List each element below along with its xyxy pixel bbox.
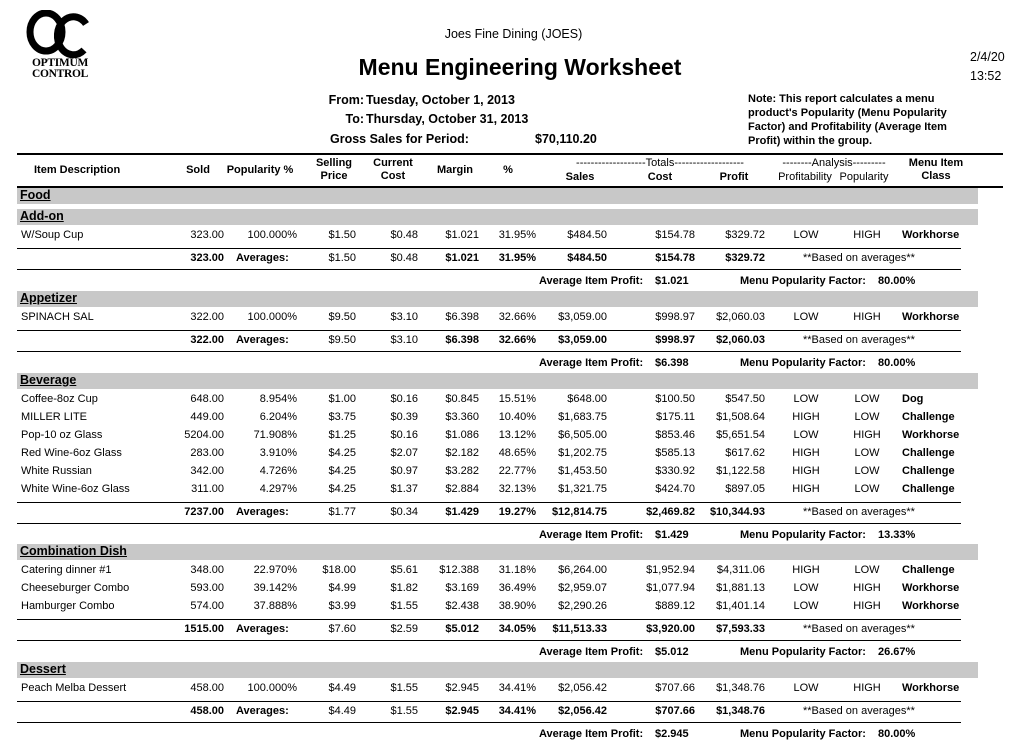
col-item: Item Description	[34, 164, 121, 176]
cell-sold: 342.00	[190, 465, 224, 477]
cell-tcost: $1,077.94	[646, 582, 695, 594]
cell-popularity-rating: HIGH	[853, 229, 881, 241]
menu-pop-factor-value: 80.00%	[878, 728, 916, 740]
cell-profit: $4,311.06	[716, 564, 765, 576]
logo-line-2: CONTROL	[31, 68, 89, 80]
avg-margin: $6.398	[445, 334, 479, 346]
averages-bottom-rule	[17, 722, 961, 723]
avg-sales: $2,056.42	[558, 705, 607, 717]
item-description: Red Wine-6oz Glass	[21, 447, 122, 459]
cell-sales: $1,683.75	[558, 411, 607, 423]
item-description: Peach Melba Dessert	[21, 682, 127, 694]
averages-top-rule	[17, 248, 961, 249]
cell-tcost: $175.11	[656, 411, 695, 423]
avg-item-profit-value: $6.398	[655, 357, 689, 369]
item-description: Cheeseburger Combo	[21, 582, 130, 594]
cell-popularity-rating: LOW	[854, 447, 880, 459]
cell-price: $3.99	[328, 600, 356, 612]
averages-bottom-rule	[17, 640, 961, 641]
cell-pop: 100.000%	[247, 229, 297, 241]
cell-cost: $1.82	[390, 582, 418, 594]
cell-profitability: HIGH	[792, 483, 820, 495]
cell-profitability: HIGH	[792, 564, 820, 576]
menu-pop-factor-label: Menu Popularity Factor:	[740, 646, 866, 658]
averages-top-rule	[17, 701, 961, 702]
cell-cost: $3.10	[390, 311, 418, 323]
cell-sold: 574.00	[190, 600, 224, 612]
col-menu-item-class	[900, 157, 972, 183]
col-cost: Cost	[647, 171, 673, 183]
cell-profitability: LOW	[793, 393, 819, 405]
item-description: White Wine-6oz Glass	[21, 483, 130, 495]
col-current-cost-line1: Current	[373, 157, 413, 169]
item-description: Coffee-8oz Cup	[21, 393, 98, 405]
cell-sold: 322.00	[190, 311, 224, 323]
group-band	[17, 291, 978, 307]
avg-item-profit-value: $1.429	[655, 529, 689, 541]
cell-menu-class: Challenge	[902, 564, 955, 576]
group-band	[17, 209, 978, 225]
cell-pct: 10.40%	[498, 411, 536, 423]
avg-sales: $3,059.00	[558, 334, 607, 346]
cell-menu-class: Challenge	[902, 483, 955, 495]
cell-profit: $617.62	[725, 447, 765, 459]
cell-sales: $484.50	[567, 229, 607, 241]
item-description: W/Soup Cup	[21, 229, 84, 241]
cell-cost: $2.07	[390, 447, 418, 459]
cell-cost: $0.16	[390, 429, 418, 441]
cell-menu-class: Workhorse	[902, 582, 960, 594]
cell-price: $4.25	[328, 465, 356, 477]
cell-sales: $3,059.00	[558, 311, 607, 323]
averages-bottom-rule	[17, 269, 961, 270]
avg-cost: $3.10	[390, 334, 418, 346]
cell-profit: $5,651.54	[716, 429, 765, 441]
cell-pop: 100.000%	[247, 682, 297, 694]
averages-bottom-rule	[17, 523, 961, 524]
col-pct: %	[503, 164, 513, 176]
cell-tcost: $330.92	[655, 465, 695, 477]
cell-profit: $1,508.64	[716, 411, 765, 423]
cell-price: $3.75	[328, 411, 356, 423]
col-popularity-analysis: Popularity	[839, 171, 889, 183]
avg-tcost: $154.78	[655, 252, 695, 264]
avg-margin: $2.945	[445, 705, 479, 717]
cell-price: $4.99	[328, 582, 356, 594]
cell-menu-class: Challenge	[902, 465, 955, 477]
cell-profitability: LOW	[793, 582, 819, 594]
averages-bottom-rule	[17, 351, 961, 352]
avg-sales: $11,513.33	[552, 623, 607, 635]
cell-profit: $547.50	[725, 393, 765, 405]
menu-pop-factor-label: Menu Popularity Factor:	[740, 728, 866, 740]
avg-cost: $2.59	[390, 623, 418, 635]
cell-popularity-rating: LOW	[854, 564, 880, 576]
cell-profit: $1,122.58	[716, 465, 765, 477]
averages-top-rule	[17, 330, 961, 331]
cell-margin: $2.438	[445, 600, 479, 612]
cell-menu-class: Workhorse	[902, 229, 960, 241]
cell-profitability: LOW	[793, 429, 819, 441]
cell-margin: $2.884	[445, 483, 479, 495]
cell-tcost: $154.78	[655, 229, 695, 241]
cell-pct: 13.12%	[498, 429, 536, 441]
averages-label: Averages:	[236, 623, 289, 635]
cell-price: $1.00	[328, 393, 356, 405]
cell-tcost: $998.97	[655, 311, 695, 323]
avg-sales: $484.50	[567, 252, 607, 264]
cell-pct: 31.95%	[498, 229, 536, 241]
gross-sales-label: Gross Sales for Period:	[330, 132, 469, 146]
avg-pct: 32.66%	[498, 334, 536, 346]
avg-tcost: $707.66	[655, 705, 695, 717]
item-description: SPINACH SAL	[21, 311, 94, 323]
cell-margin: $12.388	[439, 564, 479, 576]
cell-margin: $3.169	[445, 582, 479, 594]
cell-pop: 8.954%	[259, 393, 297, 405]
cell-margin: $1.086	[445, 429, 479, 441]
cell-margin: $6.398	[445, 311, 479, 323]
averages-label: Averages:	[236, 334, 289, 346]
cell-margin: $3.360	[445, 411, 479, 423]
based-on-averages-note: **Based on averages**	[803, 506, 915, 518]
report-note: Note: This report calculates a menu product's Popularity (Menu Popularity Factor) and Profitability (Average Item Profit) within the group.	[748, 93, 947, 147]
averages-label: Averages:	[236, 506, 289, 518]
cell-tcost: $585.13	[655, 447, 695, 459]
menu-pop-factor-value: 26.67%	[878, 646, 916, 658]
avg-pct: 34.05%	[498, 623, 536, 635]
group-name: Add-on	[20, 209, 64, 223]
cell-sales: $648.00	[567, 393, 607, 405]
cell-pop: 3.910%	[259, 447, 297, 459]
cell-profit: $2,060.03	[716, 311, 765, 323]
cell-pct: 22.77%	[498, 465, 536, 477]
cell-pct: 32.66%	[498, 311, 536, 323]
cell-sales: $2,056.42	[558, 682, 607, 694]
cell-sales: $2,959.07	[558, 582, 607, 594]
from-label: From:	[328, 93, 364, 107]
cell-profitability: LOW	[793, 311, 819, 323]
avg-tcost: $998.97	[655, 334, 695, 346]
col-profitability: Profitability	[778, 171, 832, 183]
cell-popularity-rating: HIGH	[853, 582, 881, 594]
cell-margin: $3.282	[445, 465, 479, 477]
col-selling-price	[306, 157, 362, 183]
cell-popularity-rating: HIGH	[853, 682, 881, 694]
cell-tcost: $707.66	[655, 682, 695, 694]
col-current-cost-line2: Cost	[380, 170, 406, 182]
cell-price: $1.50	[328, 229, 356, 241]
cell-sales: $2,290.26	[558, 600, 607, 612]
cell-popularity-rating: LOW	[854, 393, 880, 405]
group-name: Appetizer	[20, 291, 77, 305]
cell-menu-class: Challenge	[902, 447, 955, 459]
item-description: Catering dinner #1	[21, 564, 112, 576]
group-band	[17, 373, 978, 389]
cell-profitability: HIGH	[792, 447, 820, 459]
cell-tcost: $889.12	[655, 600, 695, 612]
cell-price: $4.25	[328, 447, 356, 459]
category-band-food	[17, 188, 978, 204]
avg-price: $7.60	[328, 623, 356, 635]
cell-cost: $0.97	[390, 465, 418, 477]
item-description: MILLER LITE	[21, 411, 88, 423]
averages-top-rule	[17, 619, 961, 620]
avg-item-profit-label: Average Item Profit:	[539, 529, 644, 541]
avg-item-profit-label: Average Item Profit:	[539, 357, 644, 369]
based-on-averages-note: **Based on averages**	[803, 705, 915, 717]
avg-price: $1.50	[328, 252, 356, 264]
cell-profit: $897.05	[725, 483, 765, 495]
cell-price: $9.50	[328, 311, 356, 323]
cell-pct: 32.13%	[498, 483, 536, 495]
cell-popularity-rating: LOW	[854, 411, 880, 423]
cell-popularity-rating: LOW	[854, 465, 880, 477]
col-totals-group: -------------------Totals-------------------	[576, 157, 744, 169]
cell-popularity-rating: LOW	[854, 483, 880, 495]
avg-profit: $1,348.76	[716, 705, 765, 717]
cell-sales: $1,202.75	[558, 447, 607, 459]
avg-price: $9.50	[328, 334, 356, 346]
cell-price: $4.25	[328, 483, 356, 495]
avg-pct: 19.27%	[498, 506, 536, 518]
print-date: 2/4/20	[970, 50, 1005, 64]
cell-profitability: LOW	[793, 229, 819, 241]
cell-cost: $0.39	[390, 411, 418, 423]
group-band	[17, 662, 978, 678]
cell-pop: 6.204%	[259, 411, 297, 423]
menu-pop-factor-value: 80.00%	[878, 275, 916, 287]
col-analysis-group: --------Analysis---------	[782, 157, 886, 169]
cell-profitability: HIGH	[792, 411, 820, 423]
cell-pct: 48.65%	[498, 447, 536, 459]
cell-pop: 4.726%	[259, 465, 297, 477]
cell-profitability: LOW	[793, 682, 819, 694]
cell-sold: 5204.00	[184, 429, 224, 441]
menu-pop-factor-label: Menu Popularity Factor:	[740, 357, 866, 369]
avg-cost: $0.48	[390, 252, 418, 264]
averages-label: Averages:	[236, 705, 289, 717]
print-time: 13:52	[970, 69, 1002, 83]
cell-tcost: $100.50	[655, 393, 695, 405]
averages-top-rule	[17, 502, 961, 503]
cell-sold: 283.00	[190, 447, 224, 459]
cell-cost: $0.16	[390, 393, 418, 405]
cell-margin: $2.182	[445, 447, 479, 459]
cell-pop: 4.297%	[259, 483, 297, 495]
menu-pop-factor-label: Menu Popularity Factor:	[740, 529, 866, 541]
cell-menu-class: Workhorse	[902, 429, 960, 441]
col-class-line2: Class	[921, 170, 951, 182]
avg-price: $1.77	[328, 506, 356, 518]
cell-cost: $0.48	[390, 229, 418, 241]
avg-item-profit-label: Average Item Profit:	[539, 275, 644, 287]
cell-pct: 36.49%	[498, 582, 536, 594]
avg-sold: 322.00	[190, 334, 224, 346]
to-date: Thursday, October 31, 2013	[366, 112, 529, 126]
col-selling-price-line2: Price	[320, 170, 348, 182]
avg-item-profit-label: Average Item Profit:	[539, 728, 644, 740]
avg-tcost: $3,920.00	[646, 623, 695, 635]
cell-margin: $0.845	[445, 393, 479, 405]
cell-sold: 593.00	[190, 582, 224, 594]
avg-price: $4.49	[328, 705, 356, 717]
company-name: Joes Fine Dining (JOES)	[444, 27, 583, 41]
menu-pop-factor-value: 80.00%	[878, 357, 916, 369]
group-band	[17, 544, 978, 560]
avg-item-profit-value: $1.021	[655, 275, 689, 287]
cell-cost: $1.37	[390, 483, 418, 495]
item-description: Pop-10 oz Glass	[21, 429, 103, 441]
avg-cost: $0.34	[390, 506, 418, 518]
cell-popularity-rating: HIGH	[853, 311, 881, 323]
avg-tcost: $2,469.82	[646, 506, 695, 518]
cell-pct: 38.90%	[498, 600, 536, 612]
avg-profit: $2,060.03	[716, 334, 765, 346]
cell-cost: $1.55	[390, 682, 418, 694]
cell-pop: 37.888%	[253, 600, 297, 612]
avg-item-profit-label: Average Item Profit:	[539, 646, 644, 658]
cell-popularity-rating: HIGH	[853, 600, 881, 612]
avg-profit: $10,344.93	[709, 506, 765, 518]
cell-profitability: LOW	[793, 600, 819, 612]
avg-pct: 31.95%	[498, 252, 536, 264]
avg-sold: 1515.00	[184, 623, 224, 635]
category-food-label: Food	[20, 188, 51, 202]
cell-pct: 15.51%	[498, 393, 536, 405]
to-label: To:	[345, 112, 364, 126]
col-margin: Margin	[436, 164, 474, 176]
cell-pop: 71.908%	[253, 429, 297, 441]
cell-pop: 39.142%	[253, 582, 297, 594]
avg-sales: $12,814.75	[551, 506, 607, 518]
cell-menu-class: Challenge	[902, 411, 955, 423]
cell-profitability: HIGH	[792, 465, 820, 477]
avg-profit: $7,593.33	[716, 623, 765, 635]
avg-sold: 7237.00	[184, 506, 224, 518]
cell-cost: $5.61	[390, 564, 418, 576]
based-on-averages-note: **Based on averages**	[803, 334, 915, 346]
cell-sales: $1,321.75	[558, 483, 607, 495]
cell-tcost: $1,952.94	[646, 564, 695, 576]
group-name: Beverage	[20, 373, 77, 387]
avg-profit: $329.72	[725, 252, 765, 264]
cell-pct: 34.41%	[498, 682, 536, 694]
avg-sold: 458.00	[190, 705, 224, 717]
menu-pop-factor-label: Menu Popularity Factor:	[740, 275, 866, 287]
col-class-line1: Menu Item	[908, 157, 964, 169]
avg-item-profit-value: $5.012	[655, 646, 689, 658]
cell-pop: 22.970%	[253, 564, 297, 576]
gross-sales-value: $70,110.20	[535, 132, 597, 146]
cell-tcost: $853.46	[655, 429, 695, 441]
cell-profit: $1,348.76	[716, 682, 765, 694]
cell-popularity-rating: HIGH	[853, 429, 881, 441]
cell-profit: $329.72	[725, 229, 765, 241]
col-sold: Sold	[186, 164, 210, 176]
averages-label: Averages:	[236, 252, 289, 264]
cell-cost: $1.55	[390, 600, 418, 612]
avg-sold: 323.00	[190, 252, 224, 264]
cell-menu-class: Workhorse	[902, 600, 960, 612]
cell-margin: $1.021	[445, 229, 479, 241]
avg-item-profit-value: $2.945	[655, 728, 689, 740]
cell-pct: 31.18%	[498, 564, 536, 576]
cell-sales: $6,264.00	[558, 564, 607, 576]
based-on-averages-note: **Based on averages**	[803, 623, 915, 635]
col-current-cost	[364, 157, 422, 183]
col-popularity: Popularity %	[226, 164, 294, 176]
print-datetime	[970, 48, 1005, 86]
col-profit: Profit	[719, 171, 749, 183]
cell-sold: 348.00	[190, 564, 224, 576]
cell-sold: 458.00	[190, 682, 224, 694]
logo-line-1: OPTIMUM	[31, 57, 89, 69]
avg-margin: $1.021	[445, 252, 479, 264]
col-sales: Sales	[565, 171, 595, 183]
avg-pct: 34.41%	[498, 705, 536, 717]
cell-menu-class: Workhorse	[902, 311, 960, 323]
cell-sold: 449.00	[190, 411, 224, 423]
item-description: Hamburger Combo	[21, 600, 115, 612]
header-top-rule	[17, 153, 1003, 155]
cell-menu-class: Workhorse	[902, 682, 960, 694]
cell-sold: 648.00	[190, 393, 224, 405]
cell-sold: 311.00	[191, 483, 224, 495]
cell-pop: 100.000%	[247, 311, 297, 323]
report-title: Menu Engineering Worksheet	[358, 54, 682, 80]
cell-sold: 323.00	[190, 229, 224, 241]
menu-pop-factor-value: 13.33%	[878, 529, 916, 541]
cell-profit: $1,881.13	[716, 582, 765, 594]
cell-sales: $6,505.00	[558, 429, 607, 441]
group-name: Dessert	[20, 662, 66, 676]
item-description: White Russian	[21, 465, 92, 477]
cell-price: $1.25	[328, 429, 356, 441]
from-date: Tuesday, October 1, 2013	[366, 93, 515, 107]
cell-tcost: $424.70	[655, 483, 695, 495]
cell-price: $18.00	[322, 564, 356, 576]
group-name: Combination Dish	[20, 544, 127, 558]
cell-sales: $1,453.50	[558, 465, 607, 477]
cell-price: $4.49	[328, 682, 356, 694]
cell-margin: $2.945	[445, 682, 479, 694]
avg-margin: $1.429	[445, 506, 479, 518]
based-on-averages-note: **Based on averages**	[803, 252, 915, 264]
avg-cost: $1.55	[390, 705, 418, 717]
cell-profit: $1,401.14	[716, 600, 765, 612]
cell-menu-class: Dog	[902, 393, 924, 405]
col-selling-price-line1: Selling	[315, 157, 353, 169]
avg-margin: $5.012	[445, 623, 479, 635]
